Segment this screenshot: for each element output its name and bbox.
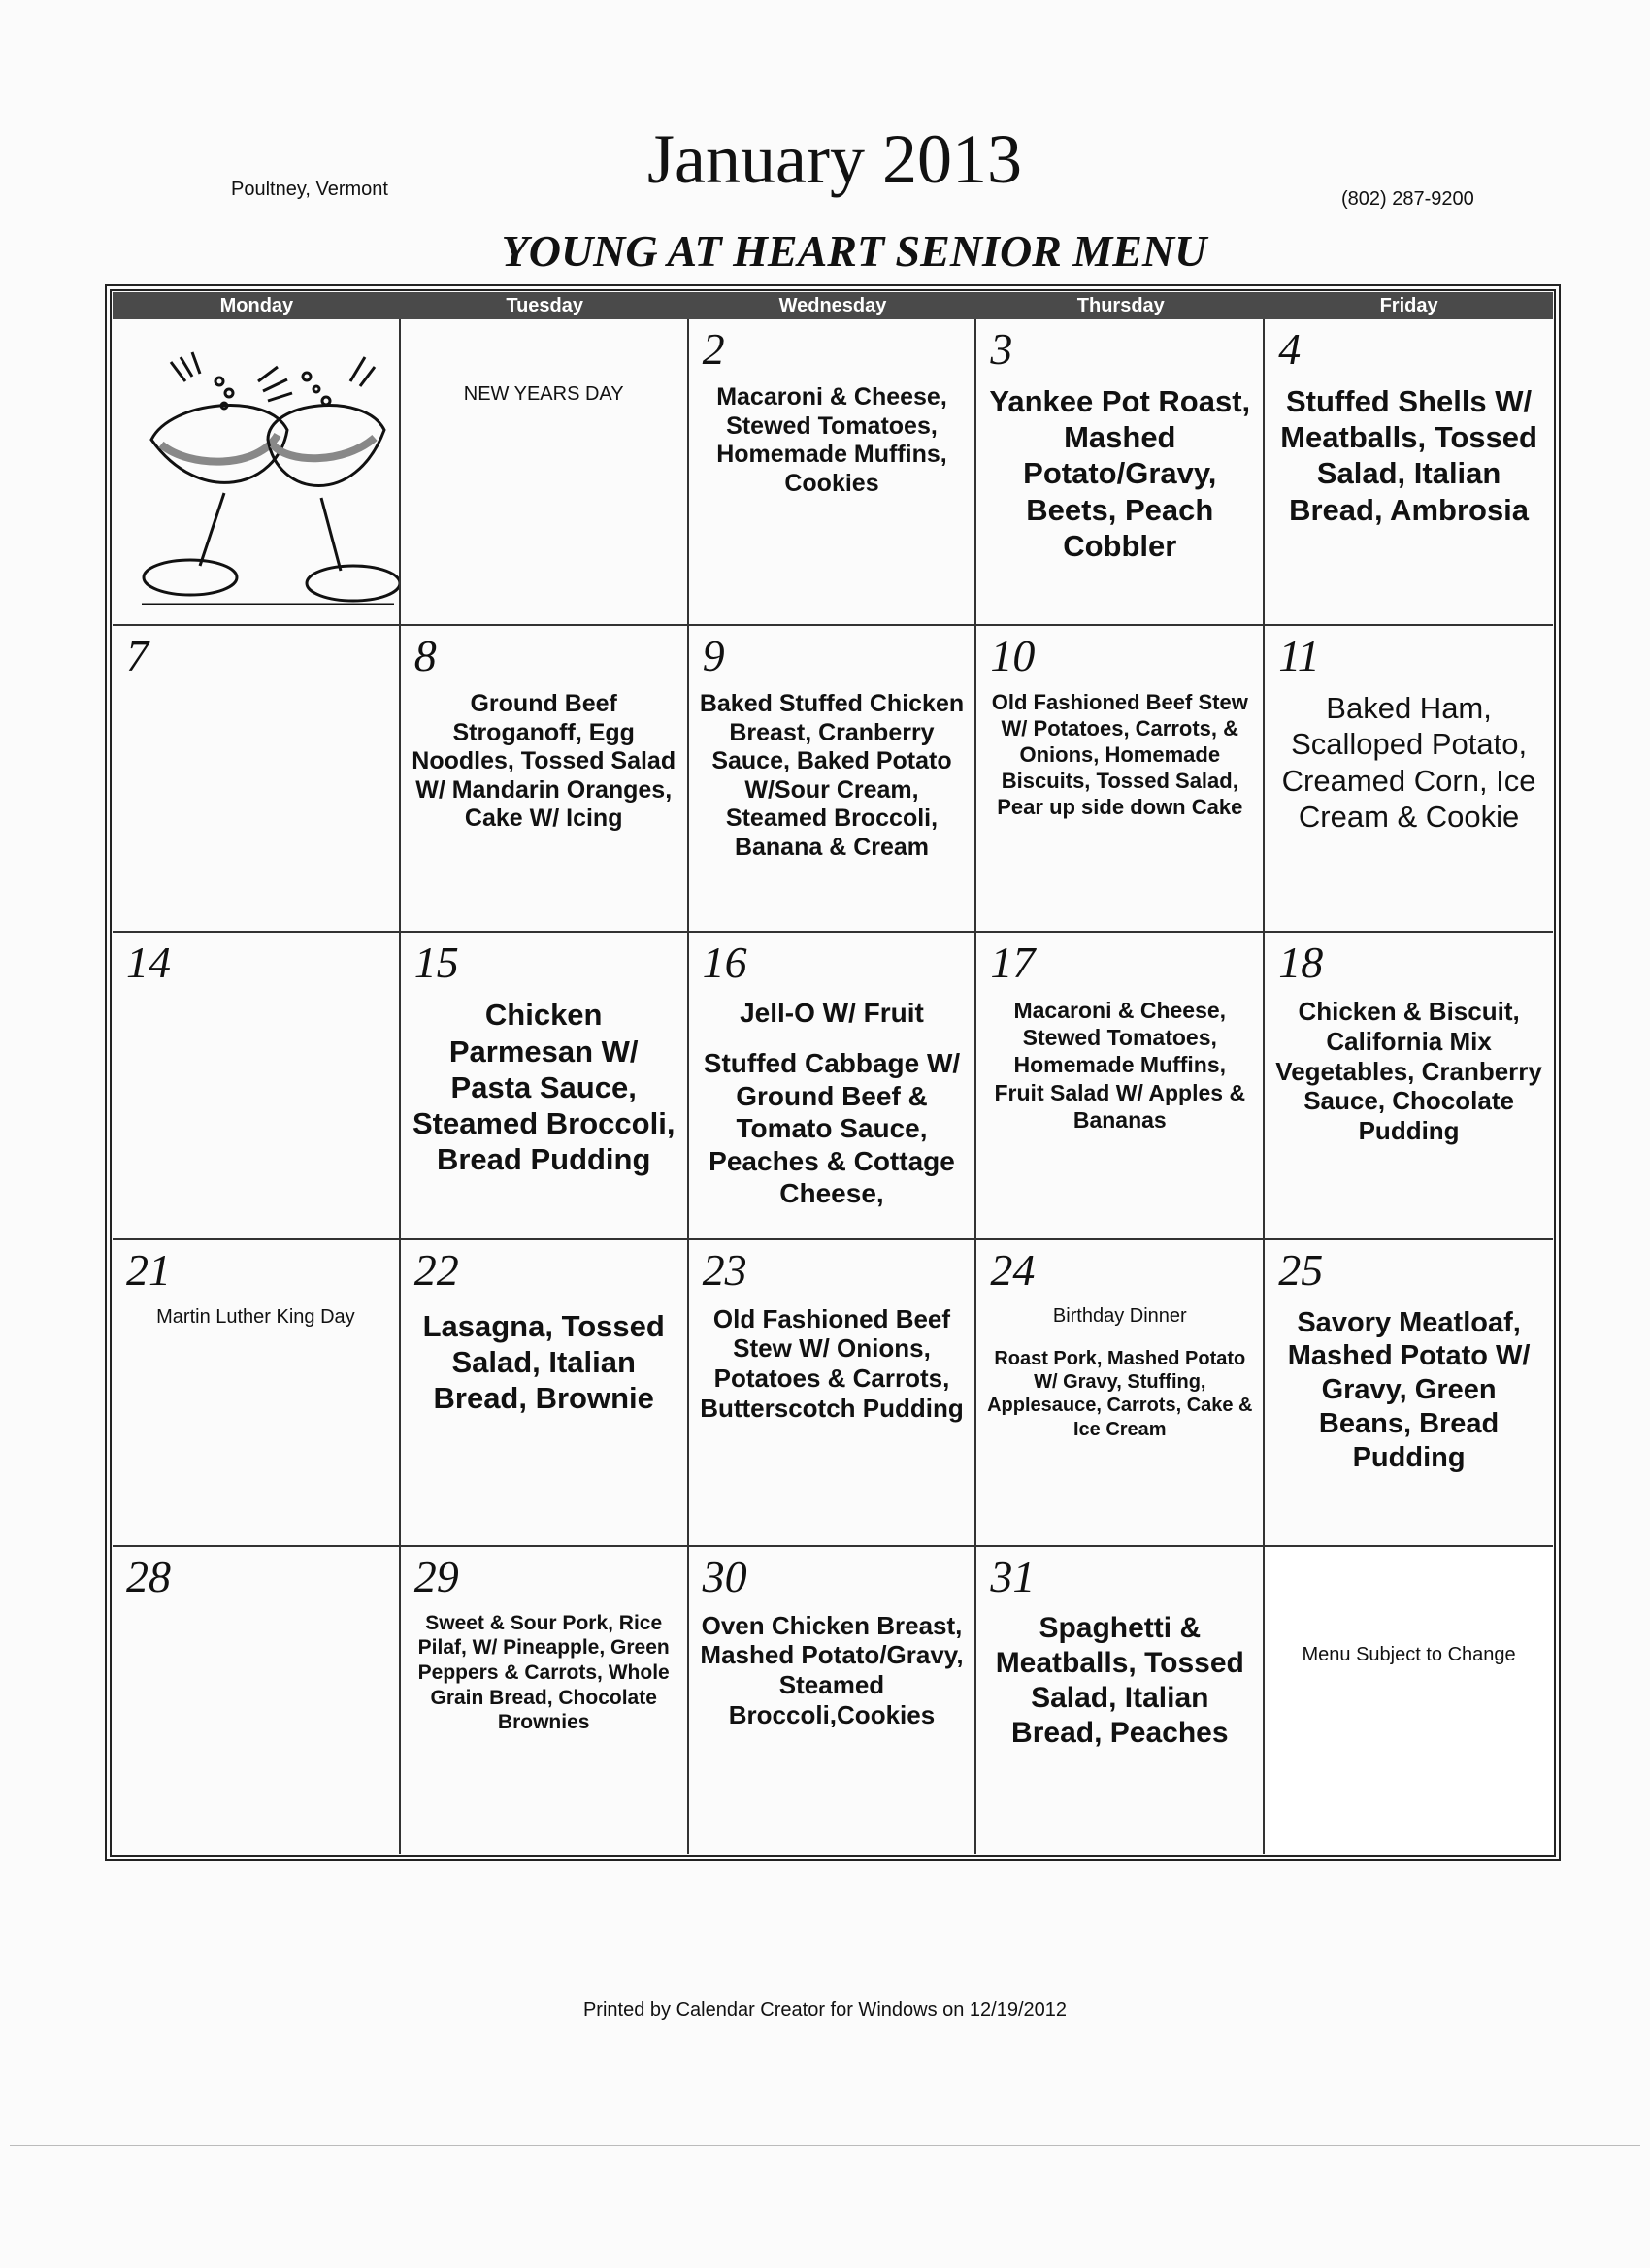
weekday-tuesday: Tuesday bbox=[506, 295, 584, 316]
day-menu: Baked Ham, Scalloped Potato, Creamed Corn, Ice Cream & Cookie bbox=[1281, 691, 1536, 834]
day-menu: Yankee Pot Roast, Mashed Potato/Gravy, Beets, Peach Cobbler bbox=[989, 384, 1251, 563]
day-number: 28 bbox=[126, 1551, 171, 1601]
day-number: 7 bbox=[126, 631, 148, 681]
day-number: 17 bbox=[990, 937, 1036, 988]
day-number: 16 bbox=[702, 937, 747, 988]
location: Poultney, Vermont bbox=[231, 179, 388, 200]
day-menu-line: Jell-O W/ Fruit bbox=[740, 998, 924, 1029]
day-number: 14 bbox=[126, 937, 171, 988]
day-menu: Macaroni & Cheese, Stewed Tomatoes, Homemade Muffins, Fruit Salad W/ Apples & Bananas bbox=[994, 998, 1246, 1133]
day-cell-31 bbox=[976, 1547, 1265, 1854]
day-cell-1 bbox=[401, 319, 689, 626]
printed-footer: Printed by Calendar Creator for Windows on 12/19/2012 bbox=[582, 1999, 1068, 2021]
day-cell-8 bbox=[401, 626, 689, 933]
day-number: 30 bbox=[702, 1551, 747, 1601]
day-cell-17 bbox=[976, 933, 1265, 1239]
day-cell-22 bbox=[401, 1240, 689, 1547]
day-cell-14 bbox=[113, 933, 401, 1239]
menu-subtitle: YOUNG AT HEART SENIOR MENU bbox=[501, 226, 1207, 276]
day-menu: Savory Meatloaf, Mashed Potato W/ Gravy, Green Beans, Bread Pudding bbox=[1287, 1306, 1531, 1473]
day-menu-title: Birthday Dinner bbox=[1052, 1304, 1187, 1327]
day-number: 29 bbox=[413, 1551, 459, 1601]
day-menu: Old Fashioned Beef Stew W/ Potatoes, Carrots, & Onions, Homemade Biscuits, Tossed Salad, Pear up side down Cake bbox=[991, 690, 1248, 819]
day-number: 2 bbox=[702, 324, 725, 374]
day-menu: Sweet & Sour Pork, Rice Pilaf, W/ Pineapple, Green Peppers & Carrots, Whole Grain Bread, Chocolate Brownies bbox=[417, 1611, 670, 1734]
day-number: 24 bbox=[990, 1244, 1036, 1295]
day-number: 9 bbox=[702, 631, 725, 681]
day-cell-2 bbox=[689, 319, 977, 626]
day-number: 10 bbox=[990, 631, 1036, 681]
day-number: 21 bbox=[126, 1244, 171, 1295]
day-menu: Old Fashioned Beef Stew W/ Onions, Potatoes & Carrots, Butterscotch Pudding bbox=[700, 1303, 964, 1423]
day-cell-24 bbox=[976, 1240, 1265, 1547]
day-number: 22 bbox=[413, 1244, 459, 1295]
day-number: 18 bbox=[1278, 937, 1324, 988]
day-cell-4 bbox=[1265, 319, 1553, 626]
holiday-note: NEW YEARS DAY bbox=[463, 383, 624, 405]
day-cell-empty bbox=[113, 319, 401, 626]
day-cell-15 bbox=[401, 933, 689, 1239]
menu-change-note: Menu Subject to Change bbox=[1302, 1643, 1516, 1665]
day-cell-3 bbox=[976, 319, 1265, 626]
day-menu-line: Stuffed Cabbage W/ Ground Beef & Tomato Sauce, Peaches & Cottage Cheese, bbox=[703, 1047, 961, 1209]
day-menu: Chicken Parmesan W/ Pasta Sauce, Steamed Broccoli, Bread Pudding bbox=[412, 998, 676, 1177]
day-menu bbox=[699, 997, 966, 1210]
day-cell-7 bbox=[113, 626, 401, 933]
calendar-grid bbox=[113, 319, 1553, 1854]
phone-number: (802) 287-9200 bbox=[1341, 188, 1474, 210]
page-divider bbox=[10, 2145, 1640, 2146]
weekday-friday: Friday bbox=[1379, 295, 1438, 316]
champagne-glasses-icon bbox=[132, 323, 401, 605]
day-cell-23 bbox=[689, 1240, 977, 1547]
day-number: 8 bbox=[413, 631, 437, 681]
day-menu: Ground Beef Stroganoff, Egg Noodles, Tossed Salad W/ Mandarin Oranges, Cake W/ Icing bbox=[412, 690, 676, 833]
day-cell-16 bbox=[689, 933, 977, 1239]
day-menu: Chicken & Biscuit, California Mix Vegetables, Cranberry Sauce, Chocolate Pudding bbox=[1275, 997, 1542, 1146]
day-cell-10 bbox=[976, 626, 1265, 933]
day-cell-28 bbox=[113, 1547, 401, 1854]
day-menu: Lasagna, Tossed Salad, Italian Bread, Brownie bbox=[422, 1308, 665, 1415]
day-number: 23 bbox=[702, 1244, 747, 1295]
weekday-monday: Monday bbox=[219, 295, 294, 316]
weekday-wednesday: Wednesday bbox=[778, 295, 887, 316]
day-cell-18 bbox=[1265, 933, 1553, 1239]
day-menu: Stuffed Shells W/ Meatballs, Tossed Salad, Italian Bread, Ambrosia bbox=[1280, 384, 1537, 527]
day-menu: Oven Chicken Breast, Mashed Potato/Gravy, Steamed Broccoli,Cookies bbox=[700, 1610, 964, 1729]
day-cell-25 bbox=[1265, 1240, 1553, 1547]
page-title: January 2013 bbox=[647, 120, 1022, 198]
day-cell-30 bbox=[689, 1547, 977, 1854]
weekday-header bbox=[113, 292, 1553, 319]
day-number: 31 bbox=[990, 1551, 1036, 1601]
day-menu: Baked Stuffed Chicken Breast, Cranberry Sauce, Baked Potato W/Sour Cream, Steamed Broccoli, Banana & Cream bbox=[699, 690, 965, 861]
day-number: 3 bbox=[990, 324, 1013, 374]
menu-change-cell bbox=[1265, 1547, 1553, 1854]
day-menu: Spaghetti & Meatballs, Tossed Salad, Italian Bread, Peaches bbox=[995, 1611, 1244, 1749]
weekday-thursday: Thursday bbox=[1076, 295, 1165, 316]
day-number: 15 bbox=[413, 937, 459, 988]
day-menu: Roast Pork, Mashed Potato W/ Gravy, Stuffing, Applesauce, Carrots, Cake & Ice Cream bbox=[987, 1347, 1253, 1440]
holiday-note: Martin Luther King Day bbox=[156, 1305, 355, 1328]
calendar bbox=[105, 284, 1561, 1861]
day-cell-21 bbox=[113, 1240, 401, 1547]
day-number: 4 bbox=[1278, 324, 1302, 374]
day-menu: Macaroni & Cheese, Stewed Tomatoes, Homemade Muffins, Cookies bbox=[716, 383, 947, 497]
day-number: 11 bbox=[1278, 631, 1320, 681]
day-cell-11 bbox=[1265, 626, 1553, 933]
day-number: 25 bbox=[1278, 1244, 1324, 1295]
day-cell-29 bbox=[401, 1547, 689, 1854]
day-cell-9 bbox=[689, 626, 977, 933]
